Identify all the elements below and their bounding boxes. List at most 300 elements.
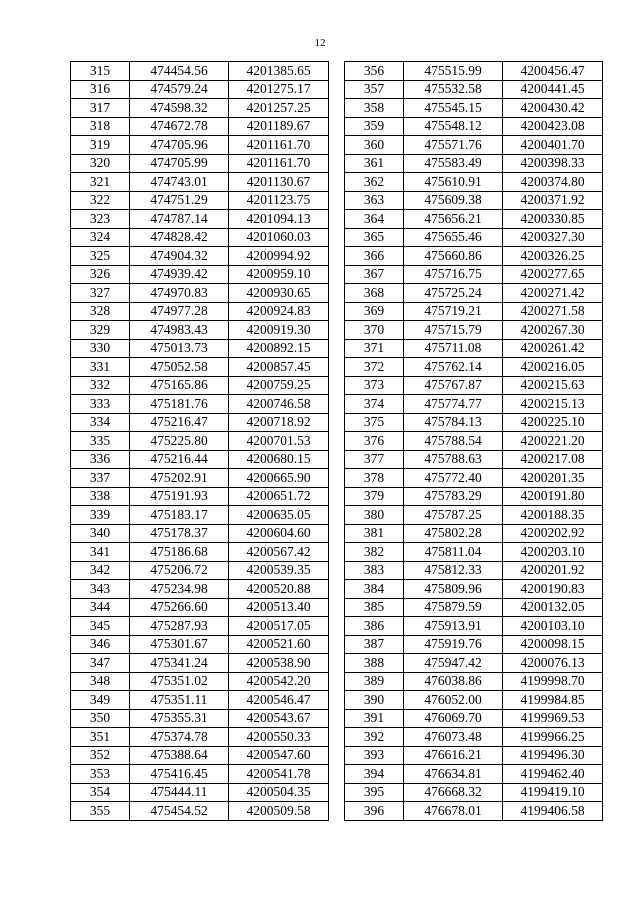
table-row <box>71 450 329 469</box>
table-row <box>345 265 603 284</box>
x-coordinate-cell: 475013.73 <box>130 339 229 358</box>
point-number-cell: 320 <box>71 154 130 173</box>
point-number-cell: 360 <box>345 136 404 155</box>
x-coordinate-cell: 475655.46 <box>404 228 503 247</box>
table-row <box>345 247 603 266</box>
table-row <box>71 746 329 765</box>
table-row <box>345 80 603 99</box>
x-coordinate-cell: 475216.44 <box>130 450 229 469</box>
x-coordinate-cell: 475216.47 <box>130 413 229 432</box>
table-row <box>71 136 329 155</box>
point-number-cell: 382 <box>345 543 404 562</box>
point-number-cell: 356 <box>345 62 404 81</box>
x-coordinate-cell: 476678.01 <box>404 802 503 821</box>
point-number-cell: 353 <box>71 765 130 784</box>
x-coordinate-cell: 474970.83 <box>130 284 229 303</box>
x-coordinate-cell: 475181.76 <box>130 395 229 414</box>
y-coordinate-cell: 4200215.63 <box>503 376 603 395</box>
table-row <box>345 709 603 728</box>
point-number-cell: 315 <box>71 62 130 81</box>
x-coordinate-cell: 474787.14 <box>130 210 229 229</box>
x-coordinate-cell: 476069.70 <box>404 709 503 728</box>
y-coordinate-cell: 4200521.60 <box>229 635 329 654</box>
point-number-cell: 335 <box>71 432 130 451</box>
x-coordinate-cell: 474579.24 <box>130 80 229 99</box>
point-number-cell: 340 <box>71 524 130 543</box>
x-coordinate-cell: 476616.21 <box>404 746 503 765</box>
y-coordinate-cell: 4200520.88 <box>229 580 329 599</box>
point-number-cell: 373 <box>345 376 404 395</box>
x-coordinate-cell: 475301.67 <box>130 635 229 654</box>
x-coordinate-cell: 475355.31 <box>130 709 229 728</box>
point-number-cell: 361 <box>345 154 404 173</box>
x-coordinate-cell: 475802.28 <box>404 524 503 543</box>
x-coordinate-cell: 475351.11 <box>130 691 229 710</box>
y-coordinate-cell: 4200541.78 <box>229 765 329 784</box>
y-coordinate-cell: 4200441.45 <box>503 80 603 99</box>
table-row <box>71 728 329 747</box>
point-number-cell: 391 <box>345 709 404 728</box>
table-row <box>345 413 603 432</box>
x-coordinate-cell: 474705.99 <box>130 154 229 173</box>
y-coordinate-cell: 4201385.65 <box>229 62 329 81</box>
table-row <box>345 746 603 765</box>
y-coordinate-cell: 4200994.92 <box>229 247 329 266</box>
table-row <box>71 117 329 136</box>
y-coordinate-cell: 4200201.92 <box>503 561 603 580</box>
table-row <box>71 765 329 784</box>
point-number-cell: 394 <box>345 765 404 784</box>
point-number-cell: 341 <box>71 543 130 562</box>
point-number-cell: 377 <box>345 450 404 469</box>
y-coordinate-cell: 4200504.35 <box>229 783 329 802</box>
x-coordinate-cell: 474977.28 <box>130 302 229 321</box>
table-row <box>345 802 603 821</box>
point-number-cell: 318 <box>71 117 130 136</box>
point-number-cell: 392 <box>345 728 404 747</box>
x-coordinate-cell: 475762.14 <box>404 358 503 377</box>
table-row <box>345 506 603 525</box>
x-coordinate-cell: 475783.29 <box>404 487 503 506</box>
point-number-cell: 337 <box>71 469 130 488</box>
point-number-cell: 379 <box>345 487 404 506</box>
table-row <box>71 469 329 488</box>
table-row <box>71 635 329 654</box>
y-coordinate-cell: 4200517.05 <box>229 617 329 636</box>
x-coordinate-cell: 475788.54 <box>404 432 503 451</box>
point-number-cell: 364 <box>345 210 404 229</box>
point-number-cell: 350 <box>71 709 130 728</box>
point-number-cell: 371 <box>345 339 404 358</box>
table-row <box>71 62 329 81</box>
point-number-cell: 357 <box>345 80 404 99</box>
point-number-cell: 390 <box>345 691 404 710</box>
y-coordinate-cell: 4199966.25 <box>503 728 603 747</box>
y-coordinate-cell: 4200718.92 <box>229 413 329 432</box>
table-row <box>71 358 329 377</box>
point-number-cell: 325 <box>71 247 130 266</box>
y-coordinate-cell: 4200930.65 <box>229 284 329 303</box>
point-number-cell: 330 <box>71 339 130 358</box>
x-coordinate-cell: 475788.63 <box>404 450 503 469</box>
table-row <box>345 450 603 469</box>
table-row <box>71 654 329 673</box>
y-coordinate-cell: 4200221.20 <box>503 432 603 451</box>
x-coordinate-cell: 475287.93 <box>130 617 229 636</box>
table-row <box>71 783 329 802</box>
point-number-cell: 383 <box>345 561 404 580</box>
x-coordinate-cell: 475811.04 <box>404 543 503 562</box>
table-row <box>345 635 603 654</box>
x-coordinate-cell: 475812.33 <box>404 561 503 580</box>
y-coordinate-cell: 4200423.08 <box>503 117 603 136</box>
table-row <box>345 302 603 321</box>
x-coordinate-cell: 474828.42 <box>130 228 229 247</box>
point-number-cell: 317 <box>71 99 130 118</box>
x-coordinate-cell: 475052.58 <box>130 358 229 377</box>
y-coordinate-cell: 4200261.42 <box>503 339 603 358</box>
point-number-cell: 378 <box>345 469 404 488</box>
x-coordinate-cell: 475784.13 <box>404 413 503 432</box>
x-coordinate-cell: 474743.01 <box>130 173 229 192</box>
x-coordinate-cell: 475266.60 <box>130 598 229 617</box>
point-number-cell: 347 <box>71 654 130 673</box>
point-number-cell: 328 <box>71 302 130 321</box>
table-row <box>71 432 329 451</box>
y-coordinate-cell: 4200225.10 <box>503 413 603 432</box>
y-coordinate-cell: 4200202.92 <box>503 524 603 543</box>
x-coordinate-cell: 475374.78 <box>130 728 229 747</box>
point-number-cell: 393 <box>345 746 404 765</box>
point-number-cell: 323 <box>71 210 130 229</box>
table-row <box>345 783 603 802</box>
table-row <box>71 284 329 303</box>
table-row <box>71 395 329 414</box>
table-row <box>345 339 603 358</box>
x-coordinate-cell: 475809.96 <box>404 580 503 599</box>
table-row <box>345 395 603 414</box>
point-number-cell: 324 <box>71 228 130 247</box>
point-number-cell: 388 <box>345 654 404 673</box>
table-row <box>345 524 603 543</box>
y-coordinate-cell: 4200513.40 <box>229 598 329 617</box>
table-row <box>345 228 603 247</box>
table-row <box>345 432 603 451</box>
table-row <box>345 136 603 155</box>
point-number-cell: 336 <box>71 450 130 469</box>
point-number-cell: 342 <box>71 561 130 580</box>
point-number-cell: 367 <box>345 265 404 284</box>
y-coordinate-cell: 4200509.58 <box>229 802 329 821</box>
y-coordinate-cell: 4200267.30 <box>503 321 603 340</box>
x-coordinate-cell: 475234.98 <box>130 580 229 599</box>
y-coordinate-cell: 4200546.47 <box>229 691 329 710</box>
table-row <box>71 672 329 691</box>
table-row <box>345 358 603 377</box>
y-coordinate-cell: 4200543.67 <box>229 709 329 728</box>
y-coordinate-cell: 4200539.35 <box>229 561 329 580</box>
point-number-cell: 349 <box>71 691 130 710</box>
x-coordinate-cell: 475879.59 <box>404 598 503 617</box>
x-coordinate-cell: 475165.86 <box>130 376 229 395</box>
x-coordinate-cell: 475571.76 <box>404 136 503 155</box>
x-coordinate-cell: 475388.64 <box>130 746 229 765</box>
x-coordinate-cell: 474751.29 <box>130 191 229 210</box>
table-row <box>71 691 329 710</box>
point-number-cell: 355 <box>71 802 130 821</box>
point-number-cell: 365 <box>345 228 404 247</box>
y-coordinate-cell: 4200371.92 <box>503 191 603 210</box>
x-coordinate-cell: 474983.43 <box>130 321 229 340</box>
table-row <box>345 469 603 488</box>
x-coordinate-cell: 475715.79 <box>404 321 503 340</box>
x-coordinate-cell: 475787.25 <box>404 506 503 525</box>
x-coordinate-cell: 474672.78 <box>130 117 229 136</box>
point-number-cell: 339 <box>71 506 130 525</box>
y-coordinate-cell: 4201275.17 <box>229 80 329 99</box>
point-number-cell: 385 <box>345 598 404 617</box>
table-row <box>71 561 329 580</box>
point-number-cell: 374 <box>345 395 404 414</box>
y-coordinate-cell: 4199462.40 <box>503 765 603 784</box>
table-row <box>71 413 329 432</box>
y-coordinate-cell: 4200550.33 <box>229 728 329 747</box>
point-number-cell: 386 <box>345 617 404 636</box>
x-coordinate-cell: 475545.15 <box>404 99 503 118</box>
y-coordinate-cell: 4200759.25 <box>229 376 329 395</box>
y-coordinate-cell: 4199419.10 <box>503 783 603 802</box>
y-coordinate-cell: 4201189.67 <box>229 117 329 136</box>
point-number-cell: 322 <box>71 191 130 210</box>
y-coordinate-cell: 4200401.70 <box>503 136 603 155</box>
table-row <box>71 191 329 210</box>
x-coordinate-cell: 474904.32 <box>130 247 229 266</box>
table-row <box>71 580 329 599</box>
table-row <box>71 487 329 506</box>
y-coordinate-cell: 4200635.05 <box>229 506 329 525</box>
x-coordinate-cell: 475416.45 <box>130 765 229 784</box>
table-row <box>345 99 603 118</box>
table-row <box>71 376 329 395</box>
point-number-cell: 344 <box>71 598 130 617</box>
point-number-cell: 369 <box>345 302 404 321</box>
y-coordinate-cell: 4200330.85 <box>503 210 603 229</box>
x-coordinate-cell: 475341.24 <box>130 654 229 673</box>
table-row <box>345 284 603 303</box>
x-coordinate-cell: 476038.86 <box>404 672 503 691</box>
y-coordinate-cell: 4200604.60 <box>229 524 329 543</box>
point-number-cell: 334 <box>71 413 130 432</box>
y-coordinate-cell: 4200547.60 <box>229 746 329 765</box>
table-row <box>345 210 603 229</box>
y-coordinate-cell: 4200203.10 <box>503 543 603 562</box>
table-row <box>345 580 603 599</box>
point-number-cell: 376 <box>345 432 404 451</box>
table-row <box>71 265 329 284</box>
point-number-cell: 370 <box>345 321 404 340</box>
point-number-cell: 338 <box>71 487 130 506</box>
y-coordinate-cell: 4200132.05 <box>503 598 603 617</box>
y-coordinate-cell: 4200188.35 <box>503 506 603 525</box>
y-coordinate-cell: 4200538.90 <box>229 654 329 673</box>
x-coordinate-cell: 475913.91 <box>404 617 503 636</box>
y-coordinate-cell: 4200098.15 <box>503 635 603 654</box>
y-coordinate-cell: 4200216.05 <box>503 358 603 377</box>
table-row <box>345 672 603 691</box>
y-coordinate-cell: 4200374.80 <box>503 173 603 192</box>
table-row <box>71 154 329 173</box>
point-number-cell: 346 <box>71 635 130 654</box>
y-coordinate-cell: 4199969.53 <box>503 709 603 728</box>
x-coordinate-cell: 476634.81 <box>404 765 503 784</box>
x-coordinate-cell: 475186.68 <box>130 543 229 562</box>
y-coordinate-cell: 4200857.45 <box>229 358 329 377</box>
y-coordinate-cell: 4200746.58 <box>229 395 329 414</box>
point-number-cell: 331 <box>71 358 130 377</box>
point-number-cell: 380 <box>345 506 404 525</box>
x-coordinate-cell: 474705.96 <box>130 136 229 155</box>
x-coordinate-cell: 475183.17 <box>130 506 229 525</box>
table-row <box>345 154 603 173</box>
point-number-cell: 363 <box>345 191 404 210</box>
y-coordinate-cell: 4200651.72 <box>229 487 329 506</box>
x-coordinate-cell: 474454.56 <box>130 62 229 81</box>
coordinates-table-left <box>70 61 329 821</box>
y-coordinate-cell: 4200430.42 <box>503 99 603 118</box>
y-coordinate-cell: 4199406.58 <box>503 802 603 821</box>
coordinates-table-right <box>344 61 603 821</box>
y-coordinate-cell: 4200892.15 <box>229 339 329 358</box>
x-coordinate-cell: 475225.80 <box>130 432 229 451</box>
y-coordinate-cell: 4200456.47 <box>503 62 603 81</box>
y-coordinate-cell: 4200959.10 <box>229 265 329 284</box>
y-coordinate-cell: 4200190.83 <box>503 580 603 599</box>
y-coordinate-cell: 4200567.42 <box>229 543 329 562</box>
table-row <box>71 302 329 321</box>
x-coordinate-cell: 474598.32 <box>130 99 229 118</box>
x-coordinate-cell: 475660.86 <box>404 247 503 266</box>
point-number-cell: 348 <box>71 672 130 691</box>
y-coordinate-cell: 4200076.13 <box>503 654 603 673</box>
x-coordinate-cell: 475711.08 <box>404 339 503 358</box>
y-coordinate-cell: 4200701.53 <box>229 432 329 451</box>
point-number-cell: 326 <box>71 265 130 284</box>
table-row <box>345 376 603 395</box>
point-number-cell: 381 <box>345 524 404 543</box>
point-number-cell: 327 <box>71 284 130 303</box>
point-number-cell: 319 <box>71 136 130 155</box>
y-coordinate-cell: 4200326.25 <box>503 247 603 266</box>
point-number-cell: 359 <box>345 117 404 136</box>
point-number-cell: 329 <box>71 321 130 340</box>
table-row <box>345 62 603 81</box>
y-coordinate-cell: 4200327.30 <box>503 228 603 247</box>
y-coordinate-cell: 4200924.83 <box>229 302 329 321</box>
x-coordinate-cell: 475774.77 <box>404 395 503 414</box>
y-coordinate-cell: 4200103.10 <box>503 617 603 636</box>
y-coordinate-cell: 4201123.75 <box>229 191 329 210</box>
table-row <box>71 247 329 266</box>
y-coordinate-cell: 4200398.33 <box>503 154 603 173</box>
x-coordinate-cell: 475444.11 <box>130 783 229 802</box>
table-row <box>345 487 603 506</box>
x-coordinate-cell: 475548.12 <box>404 117 503 136</box>
y-coordinate-cell: 4200217.08 <box>503 450 603 469</box>
x-coordinate-cell: 476052.00 <box>404 691 503 710</box>
point-number-cell: 384 <box>345 580 404 599</box>
point-number-cell: 316 <box>71 80 130 99</box>
y-coordinate-cell: 4200277.65 <box>503 265 603 284</box>
y-coordinate-cell: 4201257.25 <box>229 99 329 118</box>
y-coordinate-cell: 4201060.03 <box>229 228 329 247</box>
x-coordinate-cell: 475178.37 <box>130 524 229 543</box>
table-row <box>71 173 329 192</box>
x-coordinate-cell: 476073.48 <box>404 728 503 747</box>
x-coordinate-cell: 475202.91 <box>130 469 229 488</box>
point-number-cell: 343 <box>71 580 130 599</box>
point-number-cell: 366 <box>345 247 404 266</box>
y-coordinate-cell: 4200201.35 <box>503 469 603 488</box>
point-number-cell: 396 <box>345 802 404 821</box>
page-number: 12 <box>314 37 326 49</box>
table-row <box>345 728 603 747</box>
x-coordinate-cell: 475191.93 <box>130 487 229 506</box>
table-row <box>345 598 603 617</box>
y-coordinate-cell: 4201161.70 <box>229 136 329 155</box>
y-coordinate-cell: 4201161.70 <box>229 154 329 173</box>
x-coordinate-cell: 474939.42 <box>130 265 229 284</box>
point-number-cell: 333 <box>71 395 130 414</box>
y-coordinate-cell: 4200271.58 <box>503 302 603 321</box>
x-coordinate-cell: 475206.72 <box>130 561 229 580</box>
table-row <box>71 228 329 247</box>
table-row <box>71 524 329 543</box>
x-coordinate-cell: 475454.52 <box>130 802 229 821</box>
y-coordinate-cell: 4200919.30 <box>229 321 329 340</box>
table-row <box>71 709 329 728</box>
table-row <box>345 117 603 136</box>
table-row <box>345 191 603 210</box>
x-coordinate-cell: 475716.75 <box>404 265 503 284</box>
point-number-cell: 358 <box>345 99 404 118</box>
x-coordinate-cell: 475532.58 <box>404 80 503 99</box>
y-coordinate-cell: 4200191.80 <box>503 487 603 506</box>
table-row <box>71 802 329 821</box>
x-coordinate-cell: 475719.21 <box>404 302 503 321</box>
point-number-cell: 389 <box>345 672 404 691</box>
point-number-cell: 351 <box>71 728 130 747</box>
y-coordinate-cell: 4199998.70 <box>503 672 603 691</box>
y-coordinate-cell: 4200680.15 <box>229 450 329 469</box>
point-number-cell: 332 <box>71 376 130 395</box>
x-coordinate-cell: 475515.99 <box>404 62 503 81</box>
y-coordinate-cell: 4200542.20 <box>229 672 329 691</box>
table-row <box>71 543 329 562</box>
table-row <box>71 598 329 617</box>
table-row <box>345 691 603 710</box>
table-row <box>71 210 329 229</box>
point-number-cell: 354 <box>71 783 130 802</box>
x-coordinate-cell: 475351.02 <box>130 672 229 691</box>
y-coordinate-cell: 4201130.67 <box>229 173 329 192</box>
table-row <box>71 506 329 525</box>
table-row <box>345 654 603 673</box>
table-row <box>345 765 603 784</box>
point-number-cell: 352 <box>71 746 130 765</box>
table-row <box>345 561 603 580</box>
table-row <box>345 173 603 192</box>
x-coordinate-cell: 475609.38 <box>404 191 503 210</box>
